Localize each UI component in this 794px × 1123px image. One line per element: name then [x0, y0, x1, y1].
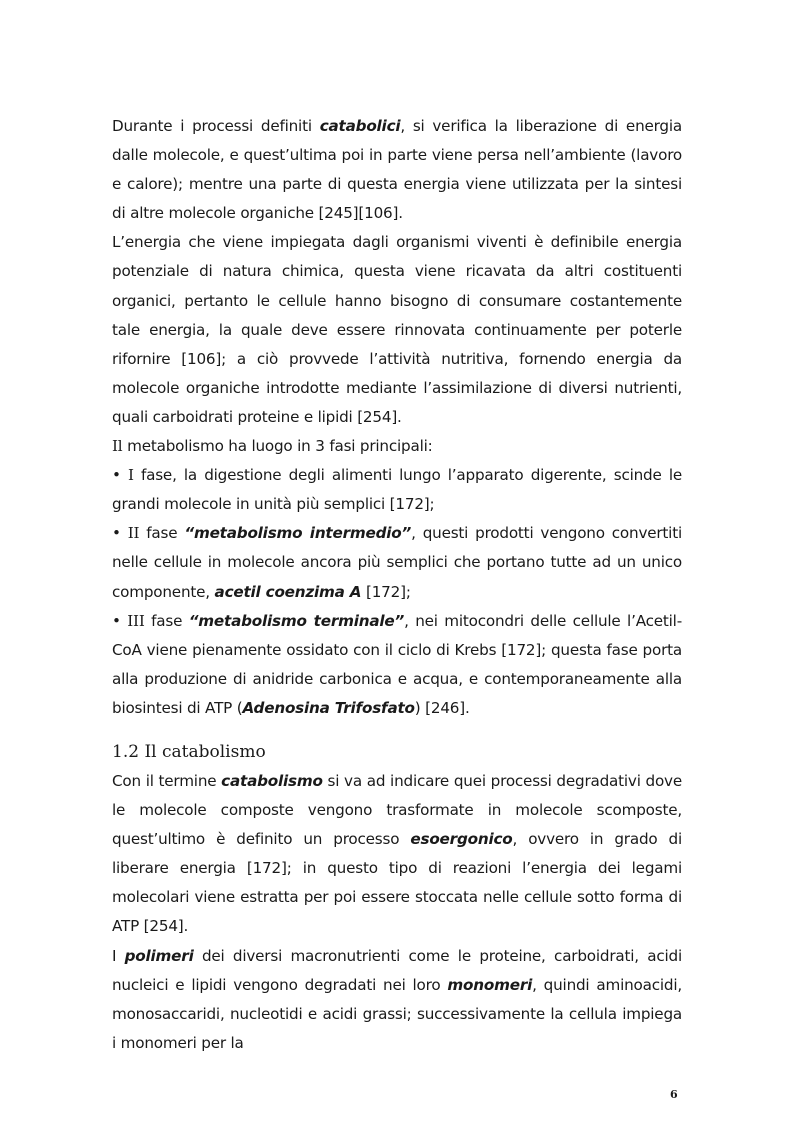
bullet-marker: • I [112, 466, 134, 485]
page-number: 6 [670, 1088, 678, 1101]
bullet-phase-3 [112, 607, 682, 723]
emphasis-polimeri: polimeri [124, 946, 194, 965]
paragraph-polymers [112, 942, 682, 1058]
text-run: , questi prodotti vengono convertiti nelle cellule in molecole ancora più semplici che portano tutte ad un unico componente, [112, 524, 682, 601]
text-run: dei diversi macronutrienti come le proteine, carboidrati, acidi nucleici e lipidi vengono degradati nei loro [112, 946, 682, 994]
emphasis-acetil-coenzima: acetil coenzima A [214, 582, 362, 601]
text-run: metabolismo ha luogo in 3 fasi principali: [122, 437, 433, 456]
text-run: , ovvero in grado di liberare energia [172]; in questo tipo di reazioni l’energia dei legami molecolari viene estratta per poi essere stoccata nelle cellule sotto forma di ATP [254]. [112, 830, 682, 936]
text-run: Il [112, 437, 123, 456]
text-run: ) [246]. [414, 698, 470, 717]
text-run: , si verifica la liberazione di energia dalle molecole, e quest’ultima poi in parte viene persa nell’ambiente (lavoro e calore); mentre una parte di questa energia viene utilizzata per la sintesi di altre molecole organiche [245][106]. [112, 117, 682, 223]
paragraph-catabolism-definition [112, 767, 682, 942]
bullet-marker: • II [112, 524, 140, 543]
bullet-phase-2 [112, 519, 682, 606]
emphasis-monomeri: monomeri [447, 975, 533, 994]
emphasis-metabolismo-intermedio: “metabolismo intermedio” [184, 524, 412, 543]
bullet-phase-1 [112, 461, 682, 519]
text-run: , nei mitocondri delle cellule l’Acetil-CoA viene pienamente ossidato con il ciclo di Krebs [172]; questa fase porta alla produzione di anidride carbonica e acqua, e contemporaneamente alla biosintesi di ATP ( [112, 611, 682, 717]
emphasis-esoergonico: esoergonico [410, 830, 513, 849]
text-run: fase [144, 611, 189, 630]
emphasis-adenosina-trifosfato: Adenosina Trifosfato [242, 698, 415, 717]
paragraph-catabolic-processes [112, 112, 682, 228]
text-run: I [112, 946, 125, 965]
paragraph-energy: L’energia che viene impiegata dagli organismi viventi è definibile energia potenziale di natura chimica, questa viene ricavata da altri costituenti organici, pertanto le cellule hanno bisogno di consumare costantemente tale energia, la quale deve essere rinnovata continuamente per poterle rifornire [106]; a ciò provvede l’attività nutritiva, fornendo energia da molecole organiche introdotte mediante l’assimilazione di diversi nutrienti, quali carboidrati proteine e lipidi [254]. [112, 233, 682, 426]
text-run: , quindi aminoacidi, monosaccaridi, nucleotidi e acidi grassi; successivamente la cellula impiega i monomeri per la [112, 975, 682, 1052]
section-heading: 1.2 Il catabolismo [112, 741, 266, 762]
emphasis-metabolismo-terminale: “metabolismo terminale” [188, 611, 405, 630]
emphasis-catabolici: catabolici [319, 117, 401, 135]
text-run: Con il termine [112, 771, 222, 790]
text-run: fase [139, 524, 185, 543]
text-run: Durante i processi definiti [112, 117, 320, 135]
text-run: si va ad indicare quei processi degradativi dove le molecole composte vengono trasformate in molecole scomposte, quest’ultimo è definito un processo [112, 771, 682, 849]
paragraph-metabolism-phases [112, 432, 682, 461]
page-content [112, 112, 682, 1058]
emphasis-catabolismo: catabolismo [221, 771, 323, 790]
bullet-marker: • III [112, 611, 145, 630]
text-run: [172]; [361, 582, 411, 601]
text-run: fase, la digestione degli alimenti lungo l’apparato digerente, scinde le grandi molecole in unità più semplici [172]; [112, 466, 682, 514]
